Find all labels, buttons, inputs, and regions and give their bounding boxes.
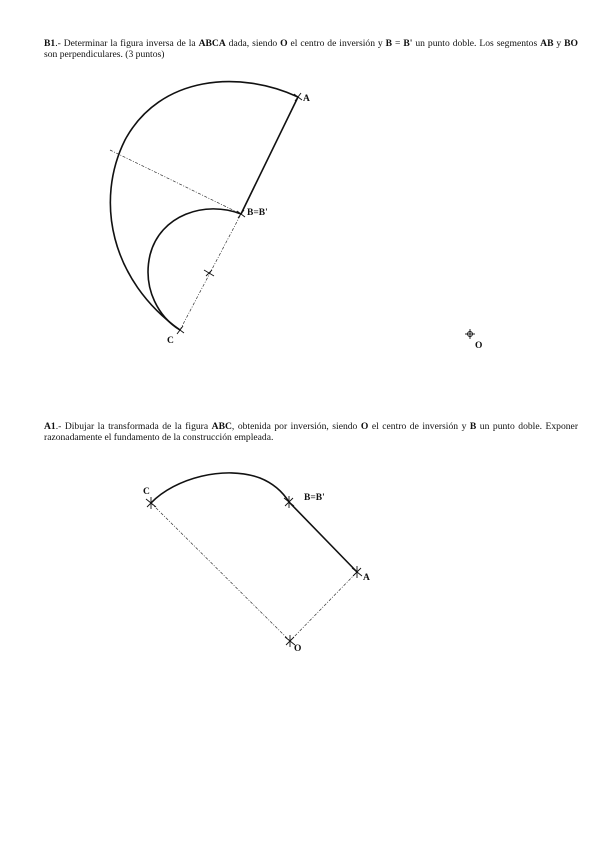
statement-bold: B [385,38,393,49]
label-point-c: C [143,487,150,497]
statement-text: .- Determinar la figura inversa de la [55,38,199,49]
statement-text: el centro de inversión y [368,421,470,432]
label-point-b: B=B' [247,208,268,218]
statement-bold: ABCA [198,38,226,49]
statement-bold: O [360,421,369,432]
label-point-a: A [303,94,310,104]
construction-line-oa [290,572,357,641]
construction-line-co [151,503,290,641]
statement-text: = [392,38,404,49]
statement-text: un punto doble. Los segmentos [412,38,541,49]
statement-bold: B [469,421,477,432]
statement-bold: AB [540,38,554,49]
statement-text: y [553,38,565,49]
statement-text: dada, siendo [225,38,281,49]
label-point-a: A [363,573,370,583]
arc-cb [151,473,289,503]
statement-bold: O [280,38,288,49]
statement-bold: ABC [211,421,232,432]
problem-a1-code: A1 [44,421,56,432]
statement-bold: B' [403,38,413,49]
statement-text: , obtenida por inversión, siendo [231,421,361,432]
statement-text: el centro de inversión y [287,38,386,49]
label-point-o: O [475,341,483,351]
label-point-c: C [167,336,174,346]
statement-text: .- Dibujar la transformada de la figura [55,421,212,432]
label-point-b: B=B' [304,493,325,503]
statement-text: son perpendiculares. (3 puntos) [44,49,165,61]
statement-bold: BO [564,38,579,49]
statement-text: un punto doble. Exponer razonadamente el fundamento de la construcción empleada. [44,421,579,444]
problem-b1-code: B1 [44,38,56,49]
segment-ba [289,502,357,572]
label-point-o: O [294,644,302,654]
